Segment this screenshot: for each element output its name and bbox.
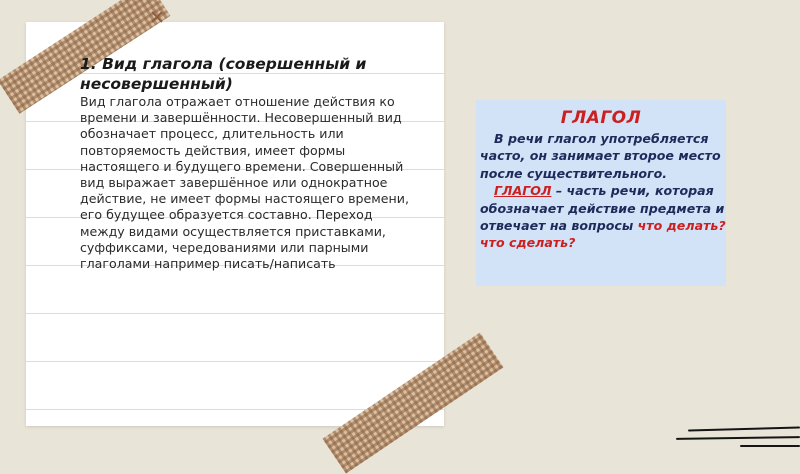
note-title: 1. Вид глагола (совершенный и несовершенный): [80, 55, 367, 93]
decor-stroke: [688, 427, 800, 432]
cross-mark-icon: [150, 10, 164, 24]
verb-definition-card: [476, 100, 726, 286]
decor-stroke: [740, 445, 800, 447]
decor-stroke: [676, 436, 800, 440]
card-paragraph-2-text: – часть речи, которая обозначает действие предмета и отвечает на вопросы: [480, 183, 725, 234]
card-title: ГЛАГОЛ: [560, 108, 642, 128]
card-questions: что делать? что сделать?: [480, 218, 726, 251]
card-paragraph-1-text: В речи глагол употребляется часто, он занимает второе место после существительного.: [480, 131, 721, 181]
card-term: ГЛАГОЛ: [494, 183, 552, 199]
card-paragraph-2: [480, 182, 726, 252]
card-paragraph-1: [480, 130, 726, 182]
note-body: Вид глагола отражает отношение действия ко времени и завершённости. Несовершенный вид обозначает процесс, длительность или повторяемость действия, имеет формы настоящего и будущего времени. Совершенный вид выражает завершённое или однократное действие, не имеет формы настоящего времени, его будущее образуется составно. Переход между видами осуществляется приставками, суффиксами, чередованиями или парными глаголами например писать/написать: [80, 94, 409, 272]
card-text: [480, 130, 726, 252]
